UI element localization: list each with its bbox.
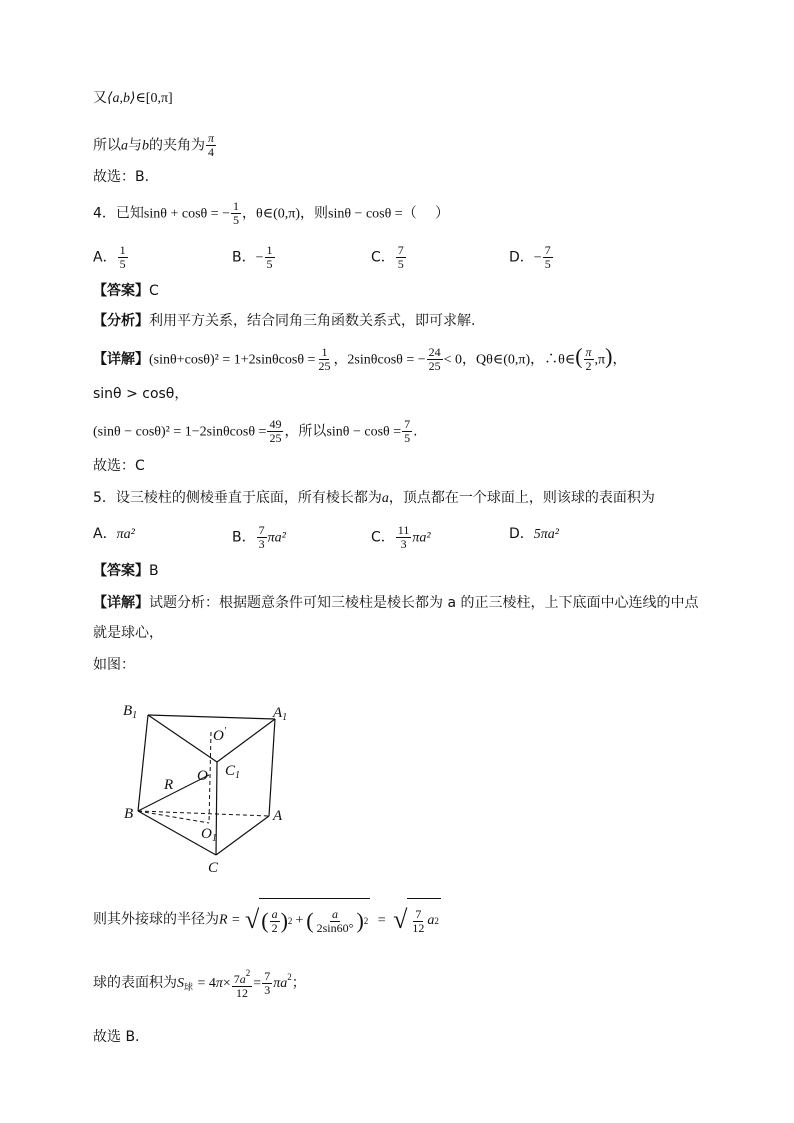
label-a1: $A_1$: [273, 705, 288, 723]
q4-option-b: B．− $\frac{1}{5}$: [232, 243, 273, 271]
label-b: B: [124, 806, 134, 822]
label-a: A: [273, 808, 283, 824]
q4-answer: 【答案】C: [93, 283, 159, 299]
q4-analysis: 【分析】利用平方关系，结合同角三角函数关系式，即可求解.: [93, 313, 476, 329]
q5-option-b: B． $\frac{7}{3}$ πa²: [232, 523, 286, 551]
surface-area-line: 球的表面积为$S_球 = 4\pi\times$ $\frac{7a^2}{12}$ = $\frac{7}{3}$ $\pi a^2$；: [93, 967, 306, 1000]
q4-option-d: D．− $\frac{7}{5}$: [509, 243, 551, 271]
choose-b-line: 故选：B.: [93, 169, 150, 185]
q5-detail: 【详解】试题分析：根据题意条件可知三棱柱是棱长都为 a 的正三棱柱，上下底面中心连线的中点: [93, 595, 699, 611]
edge-a-c: [216, 816, 269, 855]
fraction: $\frac{1}{5}$: [233, 199, 240, 227]
q5-option-d: D．5πa²: [509, 526, 559, 542]
text-and: 与: [128, 137, 142, 154]
q5-option-a: A．πa²: [93, 526, 135, 542]
q4-detail-line2: sinθ > cosθ，: [93, 386, 189, 402]
edge-b1-c1: [148, 715, 217, 762]
label-o1: $O_1$: [201, 826, 217, 844]
fraction-pi-over-4: $\frac{\pi}{4}$: [208, 131, 215, 159]
label-o: O: [197, 768, 208, 784]
q5-option-c: C． $\frac{11}{3}$ πa²: [371, 523, 431, 551]
axis-o-prime-o1: [209, 732, 211, 823]
vec-b: b: [142, 138, 149, 154]
angle-conclusion-line: [93, 132, 217, 159]
edge-b-a-hidden: [138, 811, 269, 816]
edge-b1-a1: [148, 715, 275, 719]
edge-a1-a: [269, 719, 275, 816]
q5-end: 故选 B.: [93, 1029, 140, 1045]
range-text: ∈[0,π]: [135, 91, 173, 106]
label-c: C: [208, 860, 219, 876]
vector-pair: ⟨a,b⟩: [107, 91, 136, 106]
label-c1: $C_1$: [225, 763, 241, 781]
label-r: R: [164, 777, 174, 793]
edge-b1-b: [138, 715, 148, 811]
prefix-text: 又: [93, 90, 107, 106]
q4-stem: 4．已知sinθ + cosθ = − $\frac{1}{5}$ ，θ∈(0,π)，则sinθ − cosθ =（ ）: [93, 199, 450, 227]
text-angle: 的夹角为: [149, 137, 205, 154]
sqrt-result: √ $\frac{7}{12}$ a 2: [393, 898, 441, 941]
q4-option-c: C． $\frac{7}{5}$: [371, 243, 404, 271]
sqrt-expression: √ ( $\frac{a}{2}$ ) 2 + ( $\frac{a}{2\sin 60^\circ}$ ) 2: [245, 898, 370, 941]
q4-detail-line3: (sinθ − cosθ)² = 1−2sinθcosθ = $\frac{49}{25}$ ，所以sinθ − cosθ = $\frac{7}{5}$ .: [93, 417, 418, 445]
q4-detail-line1: 【详解】(sinθ+cosθ)² = 1+2sinθcosθ = $\frac{1}{25}$ ，2sinθcosθ = − $\frac{24}{25}$ < 0，Qθ∈(0,π)，∴θ∈( $\frac{\pi}{2}$ ,π)，: [93, 343, 627, 373]
q4-end: 故选：C: [93, 458, 145, 474]
text-so: 所以: [93, 137, 121, 154]
label-b1: $B_1$: [123, 703, 138, 721]
q5-stem: 5．设三棱柱的侧棱垂直于底面，所有棱长都为a，顶点都在一个球面上，则该球的表面积为: [93, 490, 655, 506]
vec-a: a: [121, 138, 128, 154]
q5-answer: 【答案】B: [93, 563, 159, 579]
q4-option-a: A． $\frac{1}{5}$: [93, 243, 126, 271]
prism-figure: [115, 695, 305, 880]
vector-range-line: [93, 88, 173, 109]
q5-detail-2: 就是球心，: [93, 625, 163, 641]
radius-formula-line: 则其外接球的半径为R = √ ( $\frac{a}{2}$ ) 2 + ( $\frac{a}{2\sin 60^\circ}$ ) 2 = √ $\frac{7}{12}$ a 2: [93, 898, 441, 941]
figure-label: 如图：: [93, 657, 135, 673]
label-o-prime: O′: [213, 726, 227, 744]
